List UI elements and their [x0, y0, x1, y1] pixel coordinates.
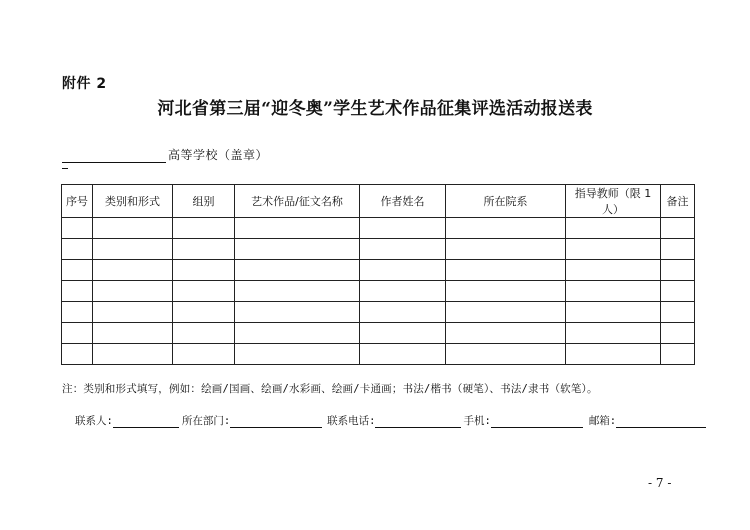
- column-header: 指导教师（限 1 人）: [566, 185, 661, 218]
- table-cell[interactable]: [661, 239, 695, 260]
- table-cell[interactable]: [62, 218, 93, 239]
- table-row: [62, 218, 695, 239]
- email-blank[interactable]: [616, 415, 706, 428]
- table-cell[interactable]: [93, 302, 173, 323]
- contact-person-field[interactable]: [75, 413, 179, 428]
- table-cell[interactable]: [566, 218, 661, 239]
- table-cell[interactable]: [566, 302, 661, 323]
- table-header-row: [62, 185, 695, 218]
- department-field[interactable]: [182, 413, 322, 428]
- table-cell[interactable]: [446, 260, 566, 281]
- table-cell[interactable]: [93, 218, 173, 239]
- table-cell[interactable]: [62, 239, 93, 260]
- table-cell[interactable]: [93, 281, 173, 302]
- school-label: 高等学校（盖章）: [168, 148, 269, 162]
- column-header: 组别: [173, 185, 235, 218]
- submission-table: [61, 184, 695, 365]
- table-cell[interactable]: [173, 260, 235, 281]
- table-cell[interactable]: [235, 302, 360, 323]
- table-cell[interactable]: [235, 344, 360, 365]
- table-cell[interactable]: [360, 323, 446, 344]
- table-cell[interactable]: [93, 323, 173, 344]
- table-cell[interactable]: [661, 323, 695, 344]
- table-cell[interactable]: [446, 302, 566, 323]
- table-row: [62, 281, 695, 302]
- table-row: [62, 344, 695, 365]
- table-cell[interactable]: [566, 239, 661, 260]
- table-cell[interactable]: [93, 260, 173, 281]
- contact-person-label: 联系人:: [75, 415, 113, 427]
- table-cell[interactable]: [360, 239, 446, 260]
- email-field[interactable]: [589, 413, 706, 428]
- table-cell[interactable]: [235, 281, 360, 302]
- table-cell[interactable]: [235, 239, 360, 260]
- column-header: 序号: [62, 185, 93, 218]
- fill-in-note: 注：类别和形式填写，例如：绘画/国画、绘画/水彩画、绘画/卡通画；书法/楷书（硬笔）、书法/隶书（软笔）。: [62, 383, 598, 395]
- column-header: 备注: [661, 185, 695, 218]
- table-cell[interactable]: [173, 302, 235, 323]
- table-cell[interactable]: [93, 344, 173, 365]
- mobile-blank[interactable]: [491, 415, 583, 428]
- table-cell[interactable]: [62, 323, 93, 344]
- table-cell[interactable]: [566, 344, 661, 365]
- mobile-field[interactable]: [463, 413, 582, 428]
- table-cell[interactable]: [62, 260, 93, 281]
- table-cell[interactable]: [566, 323, 661, 344]
- department-blank[interactable]: [230, 415, 322, 428]
- column-header: 所在院系: [446, 185, 566, 218]
- table-cell[interactable]: [360, 260, 446, 281]
- page-number: - 7 -: [648, 476, 672, 490]
- table-cell[interactable]: [566, 281, 661, 302]
- table-cell[interactable]: [446, 239, 566, 260]
- table-cell[interactable]: [360, 281, 446, 302]
- table-cell[interactable]: [360, 302, 446, 323]
- divider-tick: [62, 168, 68, 169]
- table-row: [62, 323, 695, 344]
- table-row: [62, 260, 695, 281]
- table-cell[interactable]: [173, 323, 235, 344]
- contact-line: [75, 413, 706, 428]
- table-row: [62, 302, 695, 323]
- table-cell[interactable]: [661, 218, 695, 239]
- email-label: 邮箱:: [588, 415, 617, 427]
- column-header: 作者姓名: [360, 185, 446, 218]
- table-cell[interactable]: [173, 218, 235, 239]
- column-header: 类别和形式: [93, 185, 173, 218]
- table-cell[interactable]: [446, 323, 566, 344]
- column-header: 艺术作品/征文名称: [235, 185, 360, 218]
- table-cell[interactable]: [360, 218, 446, 239]
- contact-person-blank[interactable]: [113, 415, 179, 428]
- mobile-label: 手机:: [463, 415, 491, 427]
- table-cell[interactable]: [661, 281, 695, 302]
- table-cell[interactable]: [93, 239, 173, 260]
- table-cell[interactable]: [173, 239, 235, 260]
- attachment-label: 附件 2: [62, 76, 107, 92]
- table-cell[interactable]: [173, 281, 235, 302]
- table-cell[interactable]: [62, 281, 93, 302]
- table-cell[interactable]: [566, 260, 661, 281]
- table-cell[interactable]: [661, 344, 695, 365]
- department-label: 所在部门:: [181, 415, 231, 427]
- table-cell[interactable]: [446, 281, 566, 302]
- table-cell[interactable]: [235, 323, 360, 344]
- school-stamp-line: [62, 146, 268, 163]
- table-cell[interactable]: [235, 260, 360, 281]
- table-cell[interactable]: [62, 302, 93, 323]
- phone-field[interactable]: [327, 413, 461, 428]
- table-cell[interactable]: [446, 344, 566, 365]
- phone-label: 联系电话:: [327, 415, 376, 427]
- page-title: 河北省第三届“迎冬奥”学生艺术作品征集评选活动报送表: [157, 99, 593, 119]
- school-name-blank: [62, 148, 166, 163]
- table-cell[interactable]: [235, 218, 360, 239]
- table-cell[interactable]: [360, 344, 446, 365]
- phone-blank[interactable]: [375, 415, 461, 428]
- table-cell[interactable]: [661, 302, 695, 323]
- table-cell[interactable]: [62, 344, 93, 365]
- table-cell[interactable]: [446, 218, 566, 239]
- table-cell[interactable]: [173, 344, 235, 365]
- table-cell[interactable]: [661, 260, 695, 281]
- table-row: [62, 239, 695, 260]
